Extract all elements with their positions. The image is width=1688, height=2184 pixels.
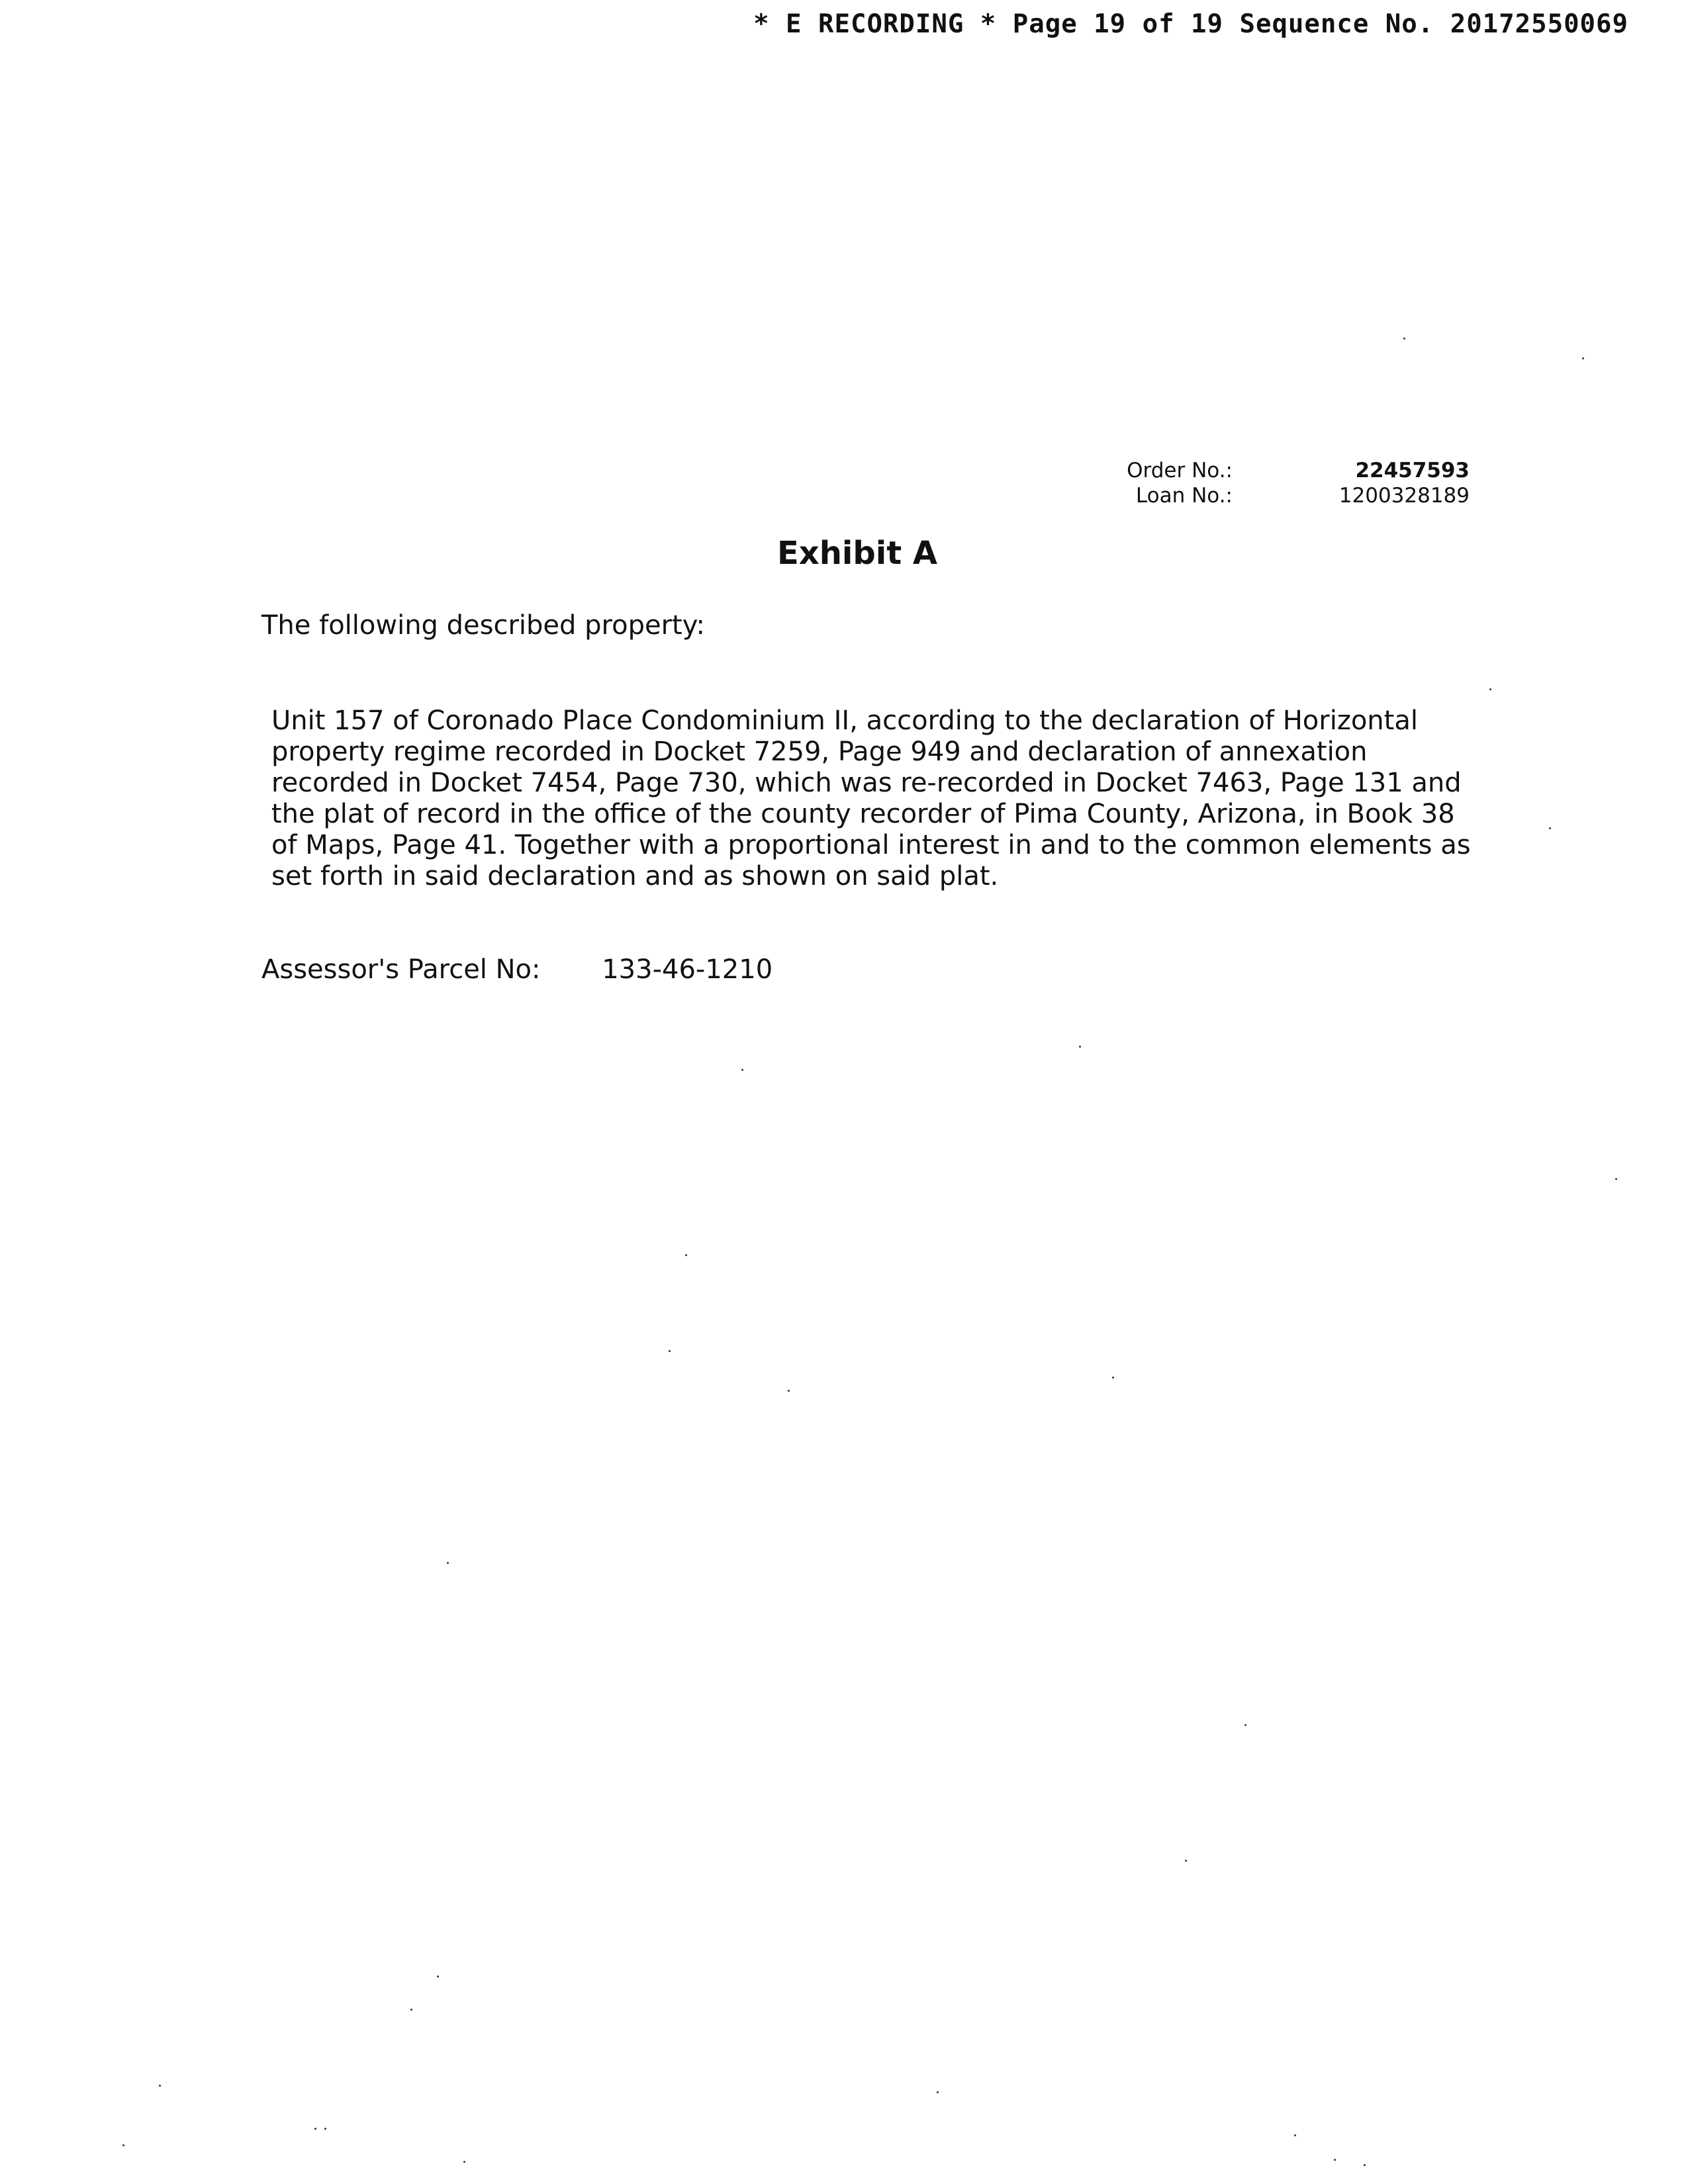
scan-speck <box>447 1562 449 1564</box>
scan-speck <box>1615 1178 1617 1180</box>
legal-description <box>271 705 1483 892</box>
scan-speck <box>1079 1046 1081 1048</box>
order-number-row <box>1072 458 1470 483</box>
legal-description-line: property regime recorded in Docket 7259, Page 949 and declaration of annexation <box>271 737 1368 767</box>
scan-speck <box>1549 827 1551 829</box>
exhibit-title: Exhibit A <box>777 535 937 572</box>
order-number-value: 22457593 <box>1355 459 1470 482</box>
order-number-label: Order No.: <box>1127 459 1233 482</box>
legal-description-line: set forth in said declaration and as shown on said plat. <box>271 861 999 891</box>
parcel-label: Assessor's Parcel No: <box>261 954 541 985</box>
legal-description-line: recorded in Docket 7454, Page 730, which was re-recorded in Docket 7463, Page 131 and <box>271 768 1462 798</box>
scan-speck <box>937 2091 939 2093</box>
reference-numbers <box>1072 458 1470 508</box>
scan-speck <box>437 1976 439 1978</box>
legal-description-line: of Maps, Page 41. Together with a proportional interest in and to the common elements as <box>271 830 1471 860</box>
scan-speck <box>1244 1724 1246 1726</box>
scan-speck <box>685 1254 687 1256</box>
loan-number-row <box>1072 483 1470 508</box>
scan-speck <box>1294 2134 1296 2136</box>
scan-speck <box>1185 1860 1187 1862</box>
scan-speck <box>314 2128 316 2130</box>
scan-speck <box>669 1350 671 1352</box>
assessor-parcel <box>261 954 773 985</box>
scan-speck <box>463 2161 465 2163</box>
scan-speck <box>1582 357 1584 359</box>
parcel-value: 133-46-1210 <box>602 954 773 985</box>
scan-speck <box>1489 688 1491 690</box>
recording-stamp: * E RECORDING * Page 19 of 19 Sequence No. 20172550069 <box>753 9 1628 39</box>
scan-speck <box>1403 338 1405 340</box>
scan-speck <box>159 2085 161 2087</box>
legal-description-line: Unit 157 of Coronado Place Condominium II, according to the declaration of Horizontal <box>271 705 1418 736</box>
intro-text: The following described property: <box>261 610 705 641</box>
scan-speck <box>324 2128 326 2130</box>
scan-speck <box>1334 2159 1336 2161</box>
scan-speck <box>741 1069 743 1071</box>
scan-speck <box>1364 2164 1366 2166</box>
loan-number-label: Loan No.: <box>1135 484 1233 508</box>
scan-speck <box>1112 1377 1114 1379</box>
scan-speck <box>122 2144 124 2146</box>
legal-description-line: the plat of record in the office of the county recorder of Pima County, Arizona, in Book 38 <box>271 799 1455 829</box>
scan-speck <box>788 1390 790 1392</box>
scan-speck <box>410 2009 412 2011</box>
loan-number-value: 1200328189 <box>1338 484 1470 508</box>
